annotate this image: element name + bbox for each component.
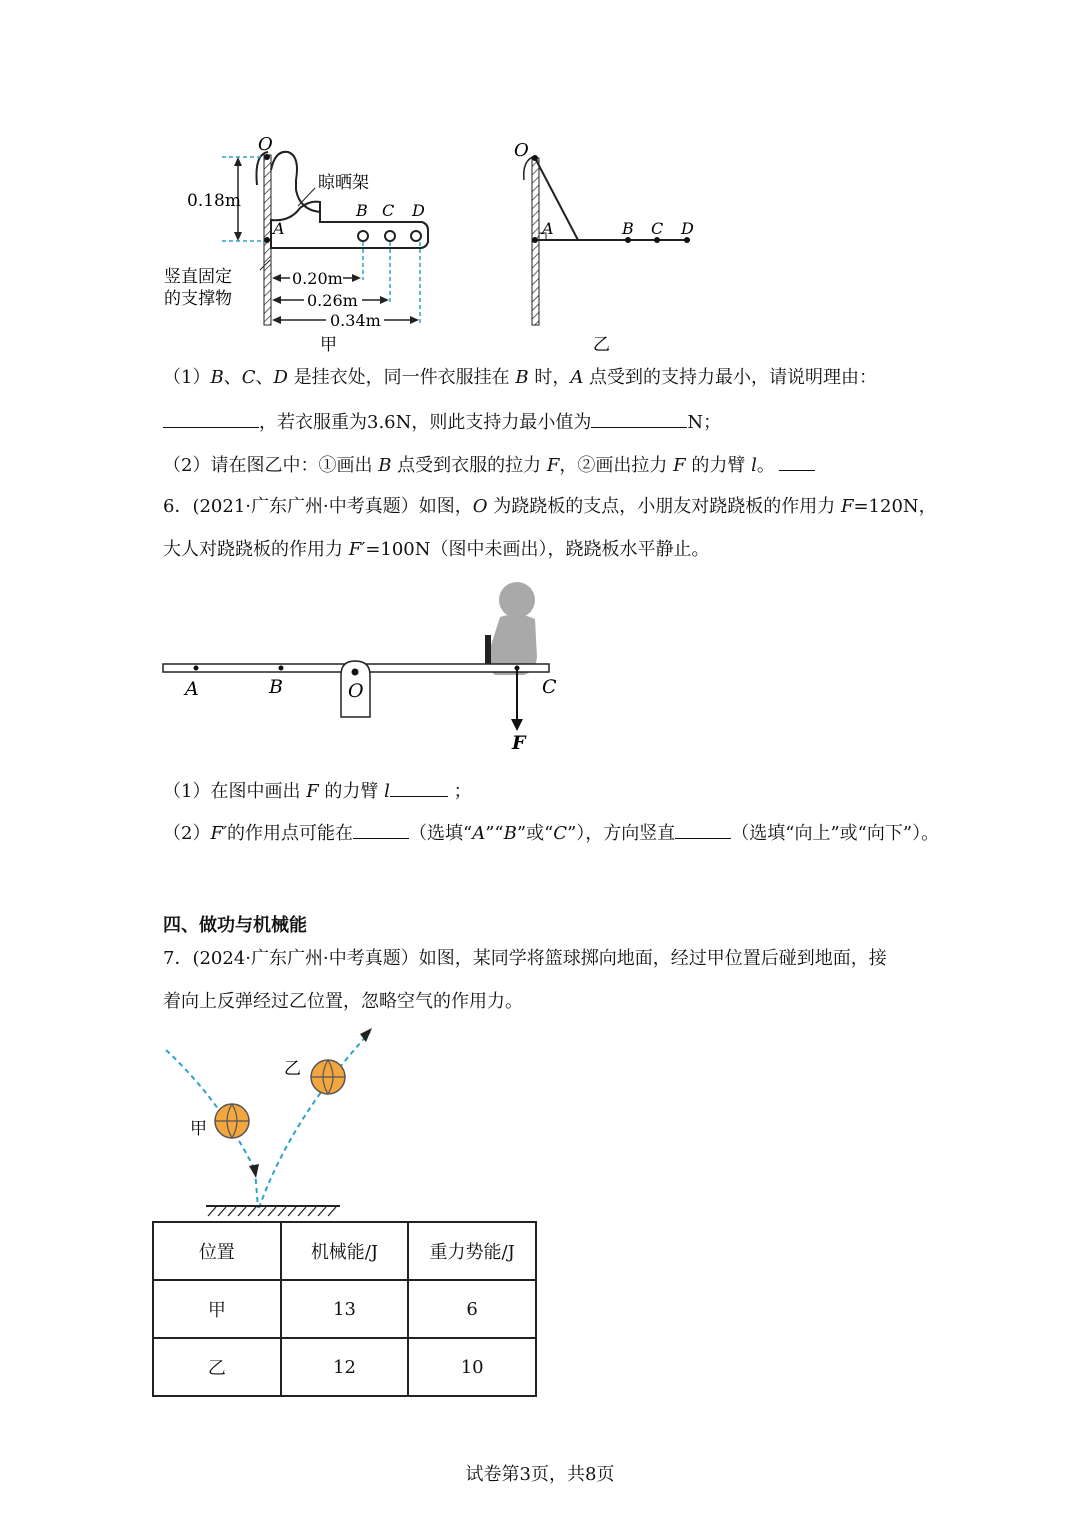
- fig-jia-a-label: A: [273, 219, 285, 238]
- fig-jia-caption: 甲: [320, 335, 337, 355]
- figure-seesaw: [155, 575, 575, 755]
- seesaw-a-label: A: [185, 678, 199, 700]
- fig-yi-d-label: D: [681, 219, 694, 238]
- point-b: [279, 666, 284, 671]
- q6-part1: （1）在图中画出 F 的力臂 l ；: [163, 778, 472, 804]
- table-header-cell: 位置: [153, 1222, 281, 1280]
- fig-yi-o-label: O: [514, 140, 529, 161]
- fig-jia-dim-034: 0.34m: [330, 311, 381, 330]
- hole-b: [358, 231, 368, 241]
- seesaw-b-label: B: [269, 676, 283, 698]
- fig-yi-caption: 乙: [593, 335, 610, 355]
- fig-jia-d-label: D: [412, 201, 425, 220]
- seesaw-o-label: O: [348, 680, 364, 702]
- basketball-yi: [311, 1060, 345, 1094]
- figure-jia: [150, 130, 450, 360]
- fig-yi-c-label: C: [651, 219, 664, 238]
- fig-jia-dim-018: 0.18m: [187, 191, 241, 211]
- fig-jia-support-line2: 的支撑物: [164, 289, 232, 309]
- ball-jia-label: 甲: [190, 1119, 207, 1139]
- answer-blank-reason[interactable]: [163, 409, 259, 428]
- q6-stem-line1: 6．(2021·广东广州·中考真题）如图，O 为跷跷板的支点，小朋友对跷跷板的作用力 F=120N，: [163, 496, 937, 517]
- fig-yi-b-label: B: [622, 219, 634, 238]
- table-header-cell: 重力势能/J: [408, 1222, 536, 1280]
- table-cell: 6: [408, 1280, 536, 1338]
- fig-yi-a-label: A: [542, 219, 554, 238]
- hole-d: [411, 231, 421, 241]
- fig-jia-c-label: C: [382, 201, 395, 220]
- hook: [271, 152, 297, 190]
- table-cell: 甲: [153, 1280, 281, 1338]
- basketball-jia: [215, 1104, 249, 1138]
- q5-part1-line1: （1）B、C、D 是挂衣处，同一件衣服挂在 B 时，A 点受到的支持力最小，请说明理由：: [163, 367, 878, 388]
- q6-part2: （2）F′的作用点可能在 （选填“A”“B”或“C”），方向竖直 （选填“向上”或“向下”）。: [163, 820, 939, 846]
- table-cell: 13: [281, 1280, 409, 1338]
- child-figure: [485, 582, 537, 675]
- fig-jia-b-label: B: [356, 201, 368, 220]
- answer-blank-q6-2b[interactable]: [675, 820, 731, 839]
- point-a: [194, 666, 199, 671]
- fig-jia-support-line1: 竖直固定: [164, 267, 232, 287]
- table-row: [153, 1280, 536, 1338]
- q7-stem-line2: 着向上反弹经过乙位置，忽略空气的作用力。: [163, 991, 523, 1012]
- answer-blank-q6-2a[interactable]: [353, 820, 409, 839]
- seesaw-c-label: C: [542, 676, 557, 698]
- answer-blank-q5-2[interactable]: [779, 452, 815, 471]
- hole-c: [385, 231, 395, 241]
- seesaw-f-label: F: [512, 732, 526, 754]
- table-cell: 乙: [153, 1338, 281, 1396]
- section-title: 四、做功与机械能: [163, 915, 307, 936]
- fig-jia-dim-020: 0.20m: [292, 269, 343, 288]
- page-footer: 试卷第3页，共8页: [465, 1464, 615, 1485]
- figure-basketball: [160, 1020, 400, 1220]
- answer-blank-q6-1[interactable]: [390, 778, 448, 797]
- ball-yi-label: 乙: [284, 1059, 301, 1079]
- rack-body: [271, 202, 428, 248]
- fig-jia-rack-label: 晾晒架: [318, 173, 369, 193]
- table-header-cell: 机械能/J: [281, 1222, 409, 1280]
- q7-stem-line1: 7．(2024·广东广州·中考真题）如图，某同学将篮球掷向地面，经过甲位置后碰到地面，接: [163, 948, 887, 969]
- table-cell: 10: [408, 1338, 536, 1396]
- table-header-row: [153, 1222, 536, 1280]
- fig-jia-o-label: O: [258, 134, 273, 155]
- q5-part2: （2）请在图乙中：①画出 B 点受到衣服的拉力 F，②画出拉力 F 的力臂 l。: [163, 452, 815, 478]
- q6-stem-line2: 大人对跷跷板的作用力 F′=100N（图中未画出），跷跷板水平静止。: [163, 539, 710, 560]
- fig-jia-dim-026: 0.26m: [307, 291, 358, 310]
- energy-table: [152, 1221, 537, 1397]
- figure-yi: [500, 130, 720, 360]
- answer-blank-min-force[interactable]: [591, 409, 687, 428]
- table-cell: 12: [281, 1338, 409, 1396]
- trajectory-up: [259, 1032, 370, 1208]
- q5-part1-line2: ，若衣服重为3.6N，则此支持力最小值为 N；: [163, 409, 721, 435]
- table-row: [153, 1338, 536, 1396]
